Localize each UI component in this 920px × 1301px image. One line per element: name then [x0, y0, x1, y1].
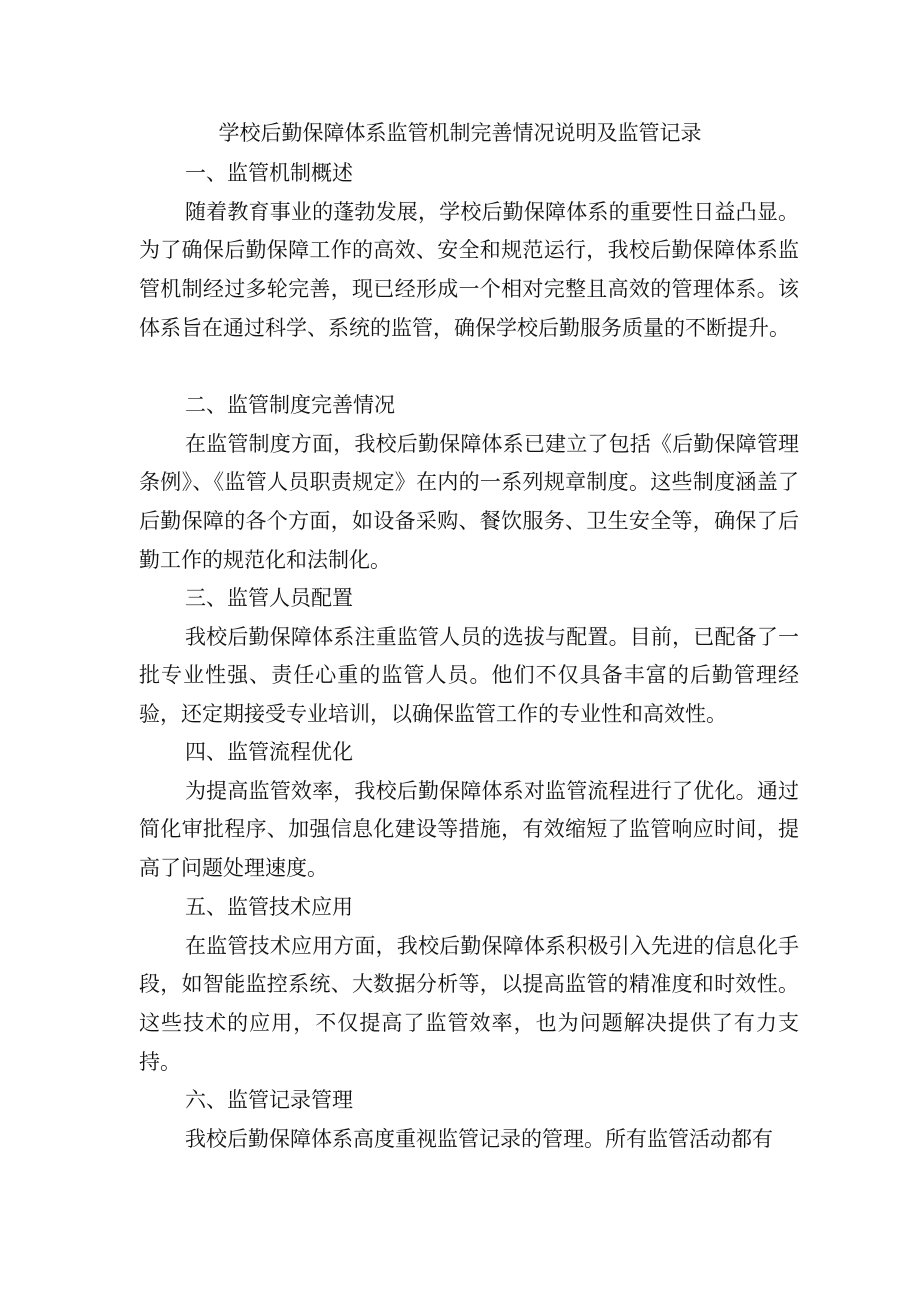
section-paragraph: 我校后勤保障体系注重监管人员的选拔与配置。目前，已配备了一批专业性强、责任心重的监管人员。他们不仅具备丰富的后勤管理经验，还定期接受专业培训，以确保监管工作的专业性和高效性。 — [139, 624, 799, 727]
section-heading: 一、监管机制概述 — [185, 161, 353, 185]
section-paragraph: 随着教育事业的蓬勃发展，学校后勤保障体系的重要性日益凸显。为了确保后勤保障工作的高效、安全和规范运行，我校后勤保障体系监管机制经过多轮完善，现已经形成一个相对完整且高效的管理体系。该体系旨在通过科学、系统的监管，确保学校后勤服务质量的不断提升。 — [139, 199, 799, 340]
section-overview — [139, 154, 799, 348]
document-title: 学校后勤保障体系监管机制完善情况说明及监管记录 — [218, 121, 702, 145]
section-technology — [139, 888, 799, 1082]
section-heading: 六、监管记录管理 — [185, 1088, 353, 1112]
section-heading: 四、监管流程优化 — [185, 740, 353, 764]
section-staffing — [139, 579, 799, 734]
section-heading: 二、监管制度完善情况 — [185, 393, 395, 417]
section-records — [139, 1081, 799, 1158]
section-paragraph: 在监管制度方面，我校后勤保障体系已建立了包括《后勤保障管理条例》、《监管人员职责规定》在内的一系列规章制度。这些制度涵盖了后勤保障的各个方面，如设备采购、餐饮服务、卫生安全等，确保了后勤工作的规范化和法制化。 — [139, 431, 799, 572]
section-process — [139, 733, 799, 888]
section-heading: 三、监管人员配置 — [185, 586, 353, 610]
section-regulations — [139, 386, 799, 580]
section-heading: 五、监管技术应用 — [185, 895, 353, 919]
section-paragraph: 为提高监管效率，我校后勤保障体系对监管流程进行了优化。通过简化审批程序、加强信息化建设等措施，有效缩短了监管响应时间，提高了问题处理速度。 — [139, 778, 799, 881]
section-paragraph: 在监管技术应用方面，我校后勤保障体系积极引入先进的信息化手段，如智能监控系统、大数据分析等，以提高监管的精准度和时效性。这些技术的应用，不仅提高了监管效率，也为问题解决提供了有力支持。 — [139, 933, 799, 1074]
section-paragraph: 我校后勤保障体系高度重视监管记录的管理。所有监管活动都有 — [185, 1126, 773, 1151]
